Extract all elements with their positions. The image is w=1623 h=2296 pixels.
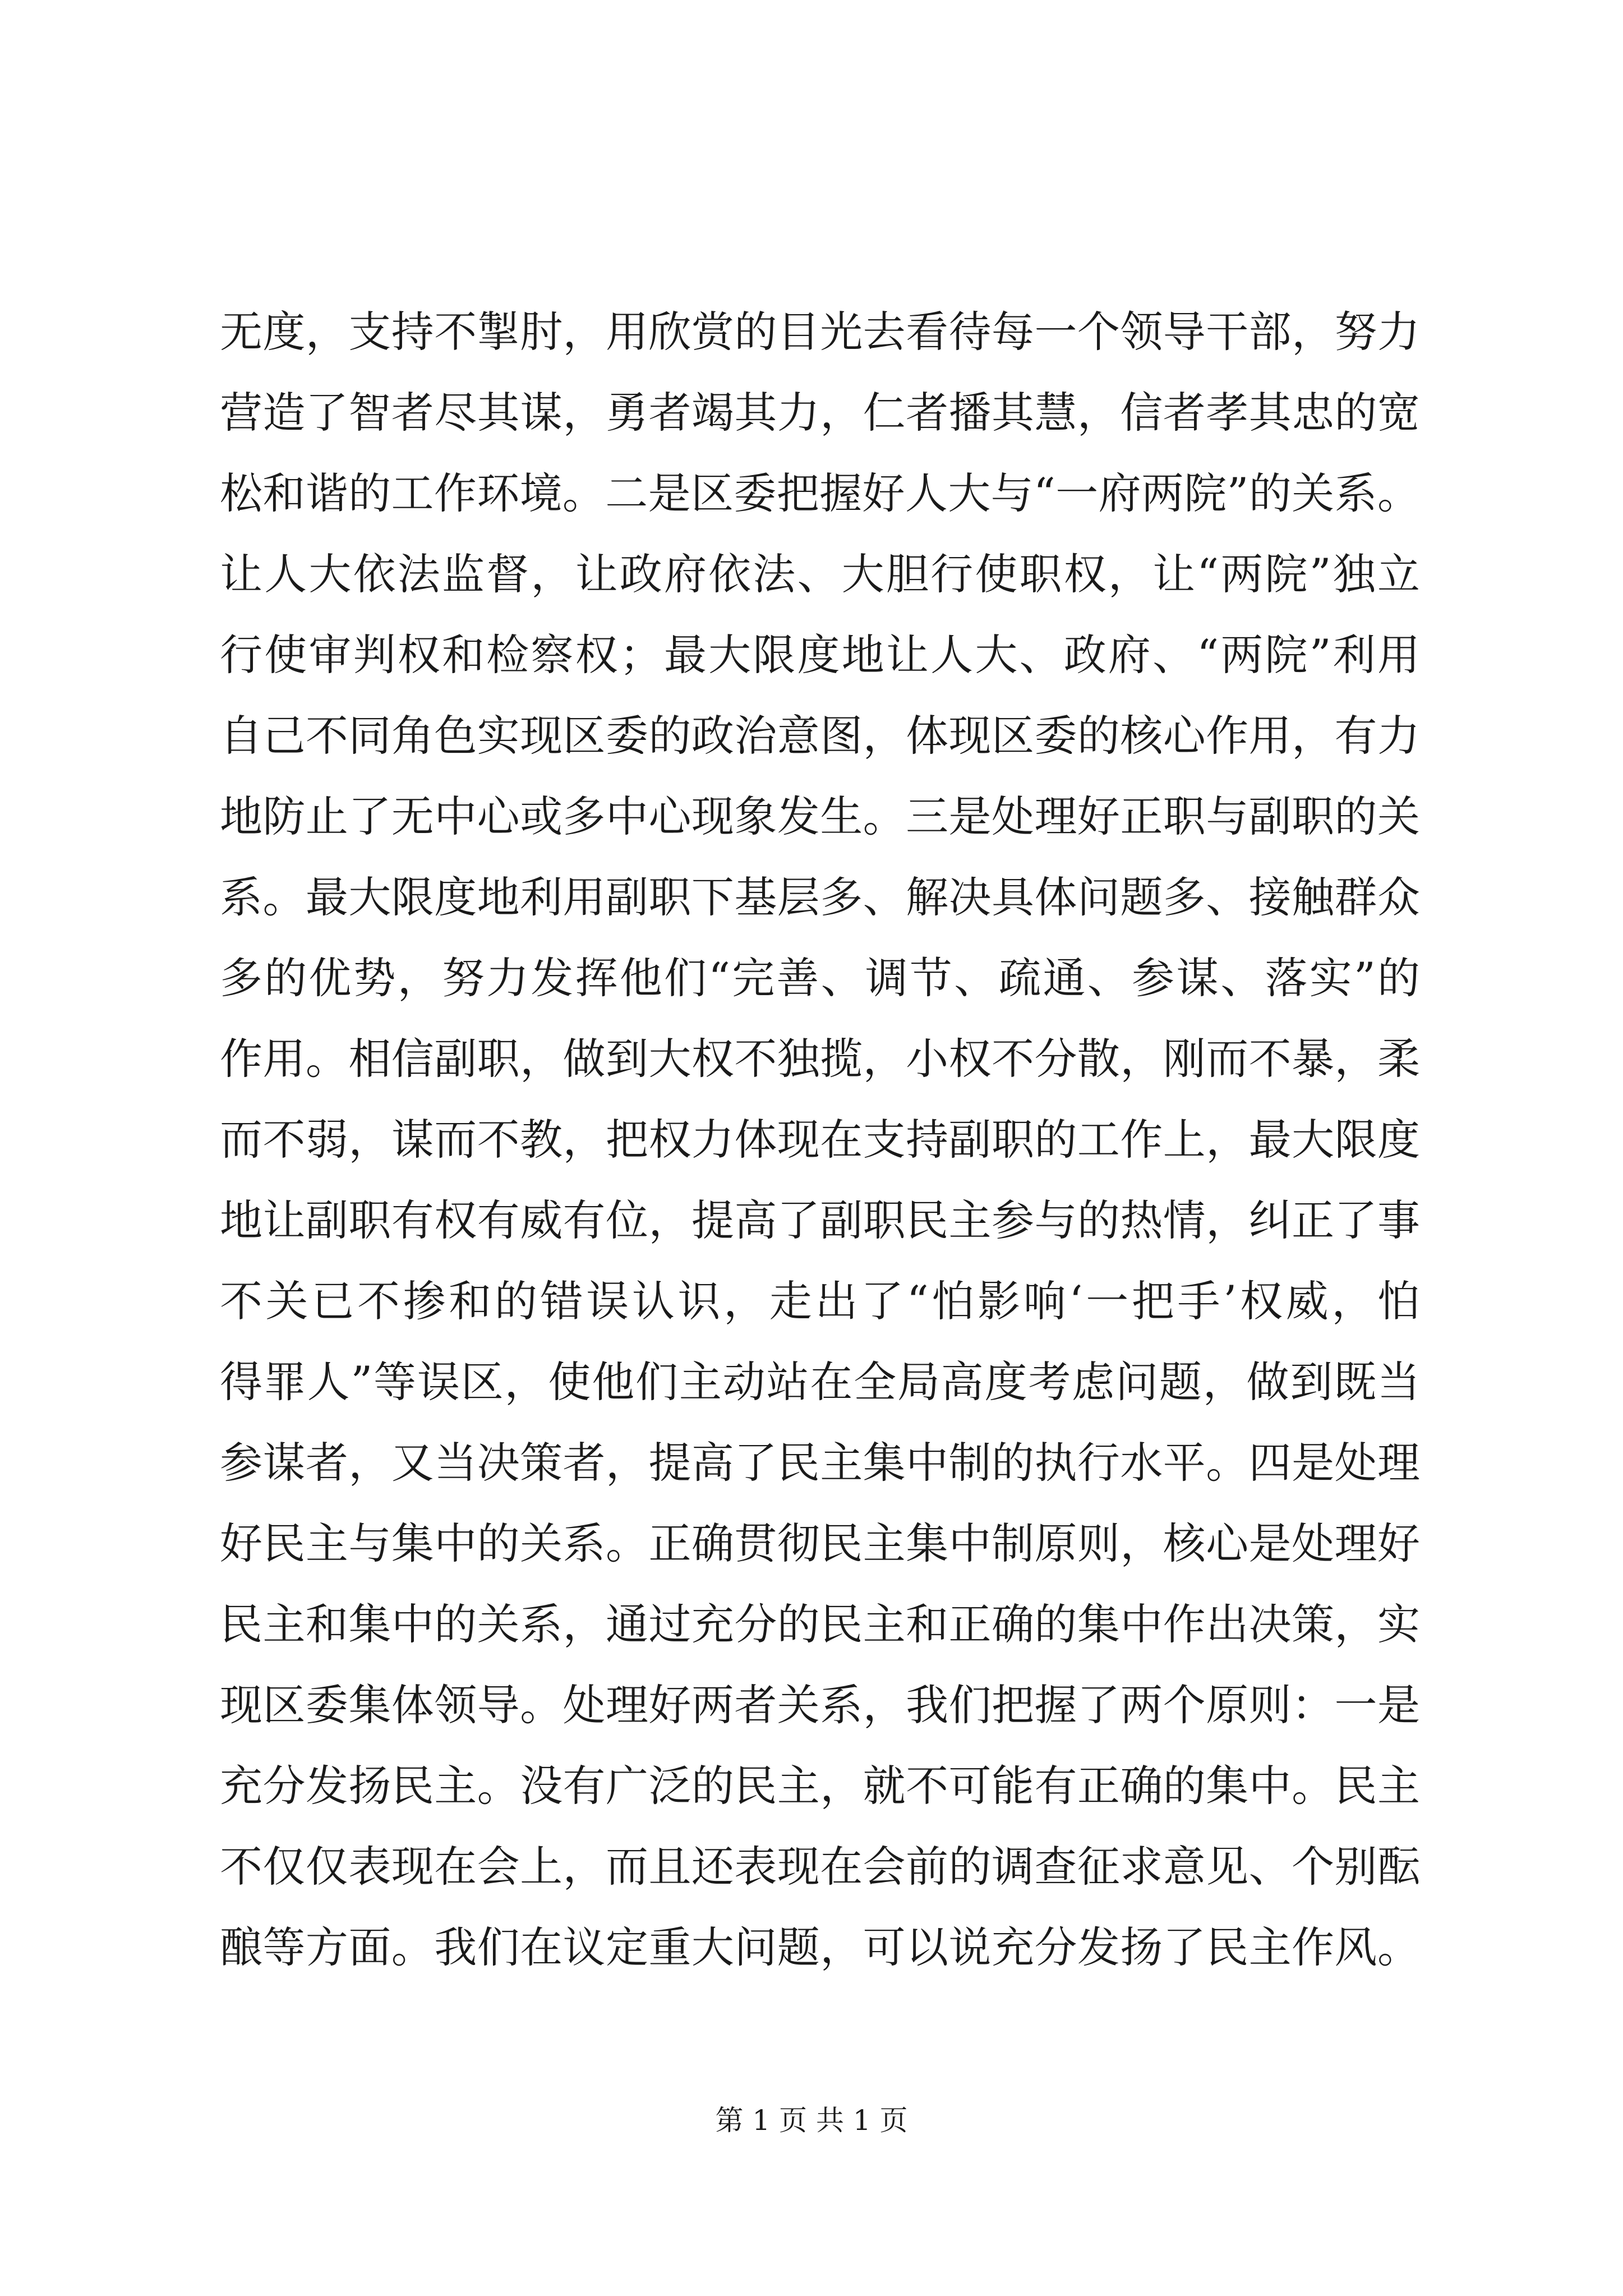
text-line: 自己不同角色实现区委的政治意图，体现区委的核心作用，有力: [220, 711, 1420, 761]
text-line: 作用。相信副职，做到大权不独揽，小权不分散，刚而不暴，柔: [220, 1034, 1420, 1084]
text-line: 多的优势，努力发挥他们“完善、调节、疏通、参谋、落实”的: [220, 953, 1420, 1003]
text-line: 营造了智者尽其谋，勇者竭其力，仁者播其慧，信者孝其忠的宽: [220, 388, 1420, 438]
text-line: 不仅仅表现在会上，而且还表现在会前的调查征求意见、个别酝: [220, 1842, 1420, 1892]
text-line: 而不弱，谋而不教，把权力体现在支持副职的工作上，最大限度: [220, 1115, 1420, 1165]
text-line: 现区委集体领导。处理好两者关系，我们把握了两个原则：一是: [220, 1680, 1420, 1730]
text-line: 行使审判权和检察权；最大限度地让人大、政府、“两院”利用: [220, 630, 1420, 680]
text-line: 得罪人”等误区，使他们主动站在全局高度考虑问题，做到既当: [220, 1357, 1420, 1407]
text-line: 好民主与集中的关系。正确贯彻民主集中制原则，核心是处理好: [220, 1519, 1420, 1568]
text-line: 参谋者，又当决策者，提高了民主集中制的执行水平。四是处理: [220, 1438, 1420, 1488]
text-line: 让人大依法监督，让政府依法、大胆行使职权，让“两院”独立: [220, 549, 1420, 599]
body-text: [220, 292, 1420, 1988]
text-line: 地防止了无中心或多中心现象发生。三是处理好正职与副职的关: [220, 792, 1420, 841]
text-line: 无度，支持不掣肘，用欣赏的目光去看待每一个领导干部，努力: [220, 307, 1420, 357]
text-line: 不关已不掺和的错误认识，走出了“怕影响‘一把手’权威，怕: [220, 1276, 1420, 1326]
text-line: 系。最大限度地利用副职下基层多、解决具体问题多、接触群众: [220, 872, 1420, 922]
text-line: 地让副职有权有威有位，提高了副职民主参与的热情，纠正了事: [220, 1195, 1420, 1245]
page-footer: [0, 2098, 1623, 2143]
text-line: 充分发扬民主。没有广泛的民主，就不可能有正确的集中。民主: [220, 1761, 1420, 1811]
text-line: 民主和集中的关系，通过充分的民主和正确的集中作出决策，实: [220, 1599, 1420, 1649]
text-line: 酿等方面。我们在议定重大问题，可以说充分发扬了民主作风。: [220, 1922, 1420, 1972]
text-line: 松和谐的工作环境。二是区委把握好人大与“一府两院”的关系。: [220, 468, 1420, 518]
page-number-label: 第 1 页 共 1 页: [715, 2104, 908, 2137]
